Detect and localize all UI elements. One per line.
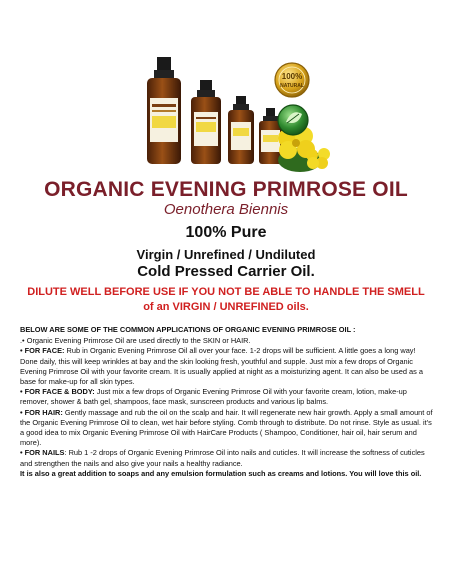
face-body-paragraph — [20, 387, 434, 407]
applications-footer: It is also a great addition to soaps and any emulsion formulation such as creams and lotions. You will love this oil. — [20, 468, 422, 478]
warning-line-2: of an VIRGIN / UNREFINED oils. — [143, 301, 309, 313]
face-text: Rub in Organic Evening Primrose Oil all over your face. 1-2 drops will be sufficient. A little goes a long way! Done daily, this will keep wrinkles at bay and the skin looking fresh, youthful and supple. Just mix a few drops of Organic Evening Primrose Oil with your favorite cream. It is usually applied at night as a moisturizing agent. It can also be used as a base for make-up for all skin types. — [20, 346, 423, 387]
natural-seal-percent: 100% — [281, 72, 303, 81]
organic-seal-icon — [278, 105, 308, 135]
applications-intro: .• Organic Evening Primrose Oil are used directly to the SKIN or HAIR. — [20, 336, 251, 346]
product-hero-image — [0, 0, 452, 180]
nails-text: : Rub 1 -2 drops of Organic Evening Primrose Oil into nails and cuticles. It will increase the softness of cuticles and strengthen the nails and also give your nails a healthy radiance. — [20, 448, 425, 468]
face-body-text: Just mix a few drops of Organic Evening Primrose Oil with your favorite cream, lotion, make-up remover, shower & bath gel, shampoos, face mask, sunscreen products and various lip balms. — [20, 387, 407, 407]
bottle-large — [147, 57, 181, 164]
hair-text: Gently massage and rub the oil on the scalp and hair. It will regenerate new hair growth. Apply a small amount of the Organic Evening Primrose Oil to clean, wet hair before styling. Comb through to distribute. Do not rinse. Style as usual. it's a good idea to mix Organic Evening Primrose Oil with HairCare Products ( Shampoo, Conditioner, hair oil, hair serum and more). — [20, 407, 433, 448]
face-body-label: • FOR FACE & BODY: — [20, 387, 95, 397]
face-label: • FOR FACE: — [20, 346, 65, 356]
process-label: Cold Pressed Carrier Oil. — [137, 263, 315, 280]
hair-paragraph — [20, 408, 434, 449]
bottle-small — [228, 96, 254, 164]
warning-line-1: DILUTE WELL BEFORE USE IF YOU NOT BE ABLE TO HANDLE THE SMELL — [27, 286, 425, 298]
applications-heading: BELOW ARE SOME OF THE COMMON APPLICATIONS OF ORGANIC EVENING PRIMROSE OIL : — [20, 325, 356, 334]
hair-label: • FOR HAIR: — [20, 407, 63, 417]
face-paragraph — [20, 346, 434, 387]
latin-name: Oenothera Biennis — [163, 201, 289, 218]
natural-seal-word: NATURAL — [280, 83, 304, 89]
nails-label: • FOR NAILS — [20, 448, 65, 458]
nails-paragraph — [20, 448, 434, 468]
grade-label: Virgin / Unrefined / Undiluted — [136, 247, 316, 262]
applications-section — [20, 325, 434, 479]
natural-seal-icon — [275, 63, 309, 97]
product-title: ORGANIC EVENING PRIMROSE OIL — [44, 178, 408, 201]
purity-label: 100% Pure — [185, 224, 267, 241]
bottle-medium — [191, 80, 221, 164]
